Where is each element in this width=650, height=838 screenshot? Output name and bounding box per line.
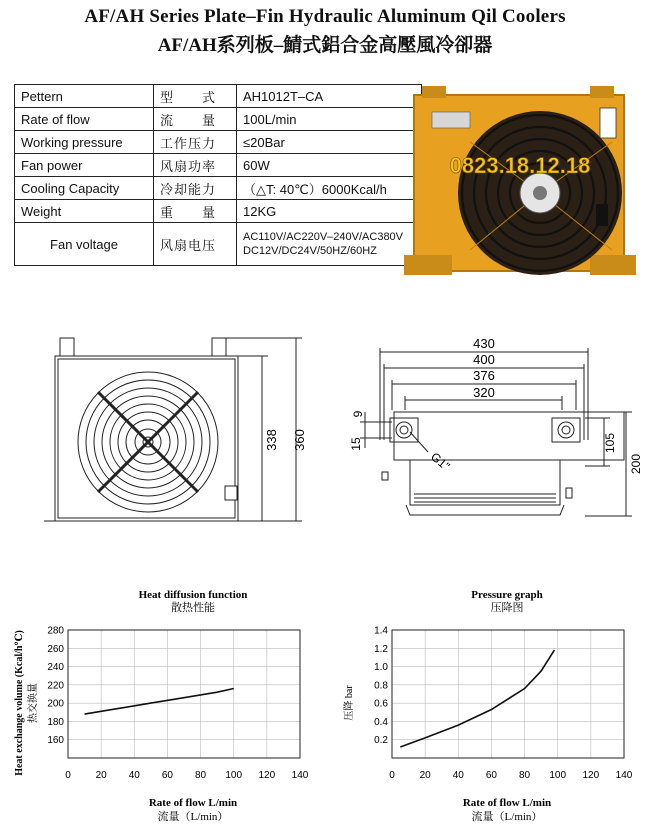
spec-label-cn: 风扇电压 [154, 223, 237, 266]
chart-ylabel: 压降 bar [344, 685, 355, 721]
side-dim-320: 320 [473, 385, 495, 400]
spec-label-cn: 冷却能力 [154, 177, 237, 200]
side-view-drawing [360, 348, 632, 516]
y-tick-label: 200 [47, 698, 64, 710]
y-tick-label: 0.6 [374, 698, 388, 710]
spec-label-en: Weight [15, 200, 154, 223]
front-dim-338: 338 [264, 429, 279, 451]
spec-label-cn: 流 量 [154, 108, 237, 131]
y-tick-label: 1.4 [374, 625, 388, 637]
chart-xlabel: Rate of flow L/min [148, 797, 238, 809]
title-chinese: AF/AH系列板–鯖式鋁合金高壓風冷卻器 [157, 35, 493, 56]
x-tick-label: 140 [615, 770, 633, 781]
spec-value: 100L/min [237, 108, 422, 131]
x-tick-label: 60 [161, 770, 173, 781]
y-tick-label: 0.2 [374, 735, 388, 747]
chart-title: Heat diffusion function [138, 589, 248, 601]
y-tick-label: 160 [47, 735, 64, 747]
spec-label-en: Fan voltage [15, 223, 154, 266]
x-tick-label: 80 [195, 770, 207, 781]
chart-title-cn: 散热性能 [171, 602, 215, 614]
x-tick-label: 140 [291, 770, 309, 781]
spec-label-en: Cooling Capacity [15, 177, 154, 200]
spec-label-cn: 工作压力 [154, 131, 237, 154]
x-tick-label: 0 [65, 770, 71, 781]
chart-title-cn: 压降图 [490, 602, 524, 614]
x-tick-label: 60 [485, 770, 497, 781]
spec-label-en: Rate of flow [15, 108, 154, 131]
spec-label-cn: 重 量 [154, 200, 237, 223]
x-tick-label: 100 [549, 770, 567, 781]
side-dim-376: 376 [473, 368, 495, 383]
side-dim-105: 105 [603, 432, 617, 454]
x-tick-label: 20 [95, 770, 107, 781]
x-tick-label: 80 [519, 770, 531, 781]
spec-value: 60W [237, 154, 422, 177]
y-tick-label: 0.4 [374, 716, 388, 728]
chart-xlabel-cn: 流量（L/min） [157, 811, 229, 823]
y-tick-label: 240 [47, 662, 64, 674]
spec-value: 12KG [237, 200, 422, 223]
plot-frame [392, 630, 624, 758]
x-tick-label: 120 [582, 770, 600, 781]
x-tick-label: 120 [258, 770, 276, 781]
chart-title: Pressure graph [471, 589, 543, 601]
spec-label-cn: 型 式 [154, 85, 237, 108]
spec-label-cn: 风扇功率 [154, 154, 237, 177]
side-dim-430: 430 [473, 336, 495, 351]
chart-xlabel: Rate of flow L/min [462, 797, 552, 809]
y-tick-label: 220 [47, 680, 64, 692]
y-tick-label: 180 [47, 716, 64, 728]
series-line [85, 689, 234, 715]
x-tick-label: 40 [128, 770, 140, 781]
pressure-chart [342, 589, 633, 823]
y-tick-label: 260 [47, 643, 64, 655]
y-tick-label: 280 [47, 625, 64, 637]
fan-voltage-dc: DC12V/DC24V/50HZ/60HZ [243, 245, 377, 257]
side-dim-400: 400 [473, 352, 495, 367]
side-dim-9: 9 [351, 410, 365, 418]
x-tick-label: 20 [419, 770, 431, 781]
cooler-photo [404, 86, 636, 275]
spec-label-en: Fan power [15, 154, 154, 177]
x-tick-label: 100 [225, 770, 243, 781]
port-label: G1" [428, 449, 453, 474]
spec-label-en: Pettern [15, 85, 154, 108]
spec-value: ≤20Bar [237, 131, 422, 154]
x-tick-label: 40 [452, 770, 464, 781]
series-line [400, 650, 554, 747]
chart-ylabel: Heat exchange volume (Kcal/h℃) [14, 630, 25, 776]
spec-value: （△T: 40℃）6000Kcal/h [237, 177, 422, 200]
side-dim-200: 200 [629, 453, 643, 475]
chart-ylabel-cn: 热交换量 [28, 683, 39, 723]
fan-voltage-ac: AC110V/AC220V–240V/AC380V [243, 231, 404, 243]
y-tick-label: 1.0 [374, 662, 388, 674]
photo-watermark: 0823.18.12.18 [449, 153, 591, 178]
x-tick-label: 0 [389, 770, 395, 781]
title-english: AF/AH Series Plate–Fin Hydraulic Aluminum Qil Coolers [84, 6, 566, 27]
spec-label-en: Working pressure [15, 131, 154, 154]
side-dim-15: 15 [349, 437, 363, 451]
plot-frame [68, 630, 300, 758]
y-tick-label: 1.2 [374, 643, 388, 655]
y-tick-label: 0.8 [374, 680, 388, 692]
front-dim-360: 360 [292, 429, 307, 451]
chart-xlabel-cn: 流量（L/min） [471, 811, 543, 823]
spec-value: AH1012T–CA [237, 85, 422, 108]
heat-diffusion-chart [14, 589, 309, 823]
